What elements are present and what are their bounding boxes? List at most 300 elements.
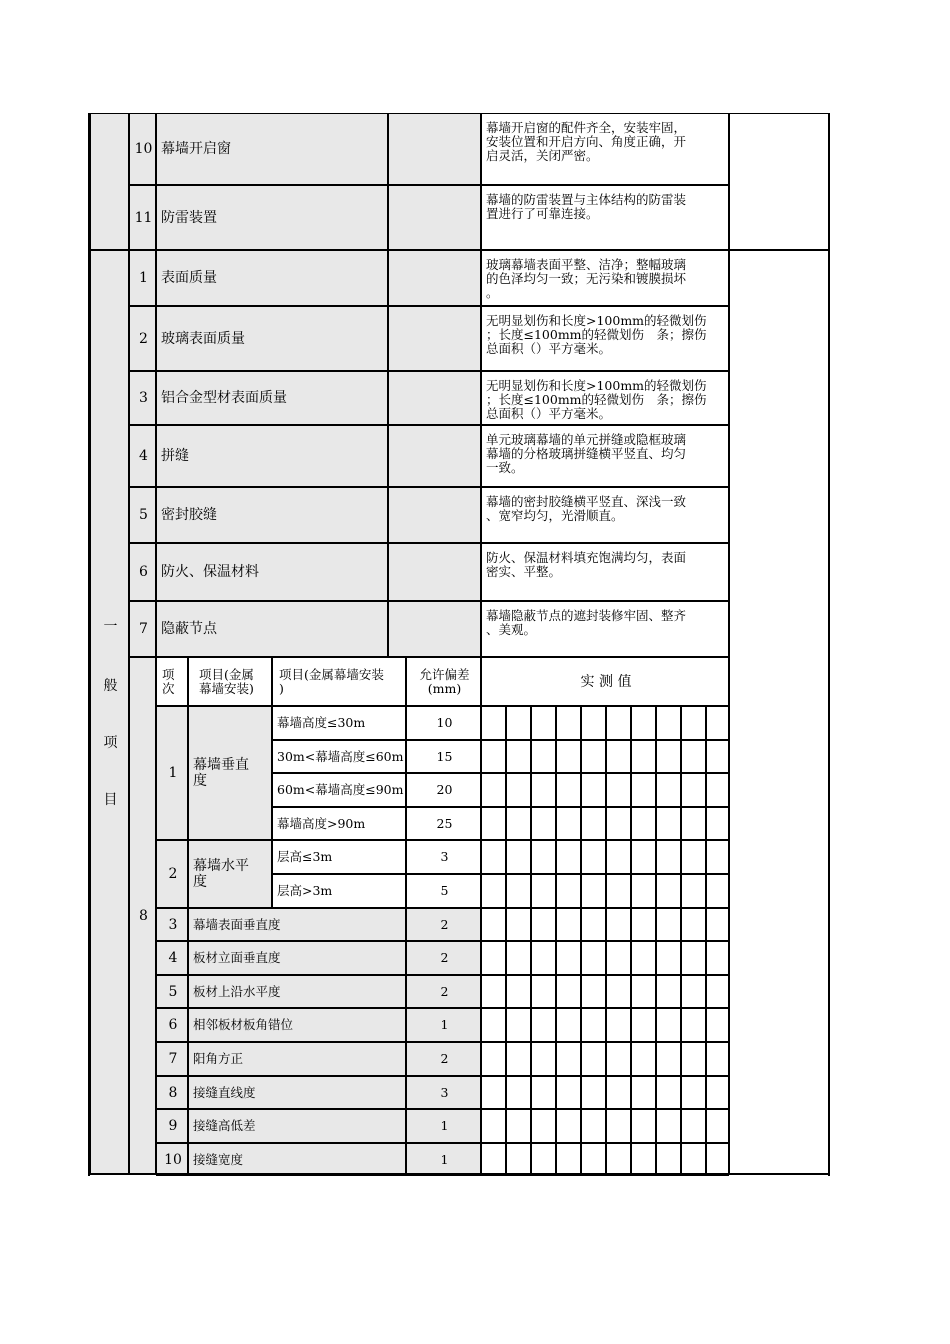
measure-cell (581, 975, 606, 1009)
row-number-cell (129, 487, 156, 543)
measure-cell (506, 706, 531, 740)
measure-cell (631, 706, 656, 740)
measure-cell (481, 941, 506, 975)
tolerance-seq: 3 (168, 916, 178, 933)
tolerance-seq-cell (156, 840, 188, 907)
tolerance-value: 2 (440, 916, 449, 932)
tolerance-seq: 1 (168, 765, 178, 781)
measure-cell (706, 1008, 729, 1042)
header-measured (481, 657, 729, 706)
tolerance-sub-label: 30m<幕墙高度≤60m (277, 748, 404, 764)
header-item1-text: 项目(金属 幕墙安装) (199, 667, 254, 696)
criteria-cell (481, 601, 729, 657)
item-name: 表面质量 (161, 270, 217, 286)
measure-cell (531, 941, 556, 975)
tolerance-name-cell (188, 1076, 406, 1110)
tolerance-seq-cell (156, 1008, 188, 1042)
criteria-text: 幕墙开启窗的配件齐全，安装牢固， 安装位置和开启方向、角度正确，开 启灵活，关闭严密。 (486, 120, 687, 163)
measure-cell (656, 975, 681, 1009)
measure-cell (506, 1143, 531, 1177)
tolerance-seq-cell (156, 1143, 188, 1177)
group-number-cell (129, 657, 156, 1174)
measure-cell (681, 941, 706, 975)
measure-cell (531, 1008, 556, 1042)
tolerance-seq-cell (156, 1076, 188, 1110)
measure-cell (481, 840, 506, 874)
measure-cell (581, 706, 606, 740)
measure-cell (556, 874, 581, 908)
measure-cell (581, 840, 606, 874)
measure-cell (706, 773, 729, 807)
tolerance-sub-label-cell (272, 874, 406, 908)
measure-cell (556, 706, 581, 740)
criteria-text: 幕墙的密封胶缝横平竖直、深浅一致 、宽窄均匀，光滑顺直。 (486, 494, 687, 523)
measure-cell (556, 840, 581, 874)
measure-cell (606, 840, 631, 874)
header-measured-text: 实 测 值 (580, 674, 632, 690)
tolerance-sub-label: 层高≤3m (277, 849, 333, 865)
item-name: 玻璃表面质量 (161, 331, 245, 347)
measure-cell (656, 807, 681, 841)
measure-cell (531, 1109, 556, 1143)
measure-cell (681, 1109, 706, 1143)
tolerance-value: 2 (440, 950, 449, 966)
item-cell (156, 425, 388, 487)
criteria-text: 无明显划伤和长度>100mm的轻微划伤 ；长度≤100mm的轻微划伤 条；擦伤 总面积（）平方毫米。 (486, 313, 707, 356)
measure-cell (531, 1042, 556, 1076)
tolerance-name: 幕墙表面垂直度 (193, 916, 281, 932)
measure-cell (481, 874, 506, 908)
tolerance-value-cell (406, 773, 481, 807)
tolerance-value: 1 (440, 1017, 449, 1033)
tolerance-value-cell (406, 807, 481, 841)
measure-cell (481, 1042, 506, 1076)
measure-cell (631, 1076, 656, 1110)
outer-border-left (88, 113, 90, 1176)
measure-cell (506, 908, 531, 942)
item-name: 防雷装置 (161, 210, 217, 226)
measure-cell (606, 941, 631, 975)
tolerance-sub-label-cell (272, 706, 406, 740)
tolerance-sub-label: 幕墙高度≤30m (277, 715, 366, 730)
tolerance-seq: 8 (168, 1084, 178, 1101)
tolerance-name-cell (188, 706, 272, 840)
measure-cell (681, 807, 706, 841)
measure-cell (706, 807, 729, 841)
measure-cell (506, 874, 531, 908)
measure-cell (706, 1109, 729, 1143)
row-number-cell (129, 543, 156, 601)
measure-cell (606, 807, 631, 841)
measure-cell (531, 807, 556, 841)
result-cell (388, 306, 481, 371)
measure-cell (656, 941, 681, 975)
measure-cell (581, 773, 606, 807)
row-number: 6 (139, 564, 148, 580)
measure-cell (481, 975, 506, 1009)
measure-cell (681, 740, 706, 774)
measure-cell (656, 1076, 681, 1110)
tolerance-sub-label-cell (272, 773, 406, 807)
criteria-cell (481, 185, 729, 250)
item-cell (156, 601, 388, 657)
measure-cell (706, 840, 729, 874)
tolerance-value: 2 (440, 983, 449, 999)
measure-cell (706, 874, 729, 908)
header-tolerance-text: 允许偏差 (mm) (419, 667, 470, 696)
measure-cell (656, 1008, 681, 1042)
measure-cell (681, 1042, 706, 1076)
tolerance-name: 幕墙垂直 度 (193, 757, 249, 789)
tolerance-value-cell (406, 706, 481, 740)
measure-cell (706, 975, 729, 1009)
measure-cell (656, 908, 681, 942)
criteria-cell (481, 113, 729, 185)
criteria-text: 无明显划伤和长度>100mm的轻微划伤 ；长度≤100mm的轻微划伤 条；擦伤 总面积（）平方毫米。 (486, 378, 707, 421)
measure-cell (631, 941, 656, 975)
header-seq-text: 项 次 (162, 667, 175, 696)
item-name: 防火、保温材料 (161, 564, 259, 580)
measure-cell (556, 807, 581, 841)
measure-cell (656, 1143, 681, 1177)
measure-cell (581, 874, 606, 908)
measure-cell (631, 908, 656, 942)
group-number: 8 (139, 908, 148, 924)
measure-cell (606, 1076, 631, 1110)
tolerance-seq: 6 (168, 1017, 178, 1034)
outer-border-bottom (88, 1173, 830, 1175)
tolerance-value-cell (406, 1109, 481, 1143)
measure-cell (481, 1109, 506, 1143)
header-item2-text: 项目(金属幕墙安装 ) (279, 667, 384, 696)
item-name: 密封胶缝 (161, 507, 217, 523)
measure-cell (681, 1008, 706, 1042)
measure-cell (506, 773, 531, 807)
measure-cell (656, 1042, 681, 1076)
criteria-cell (481, 250, 729, 306)
measure-cell (606, 740, 631, 774)
measure-cell (631, 740, 656, 774)
remark-cell (729, 113, 829, 250)
row-number: 4 (139, 448, 148, 464)
tolerance-name: 接缝直线度 (193, 1084, 256, 1100)
tolerance-seq: 2 (168, 866, 178, 883)
row-number: 1 (139, 270, 148, 286)
measure-cell (506, 840, 531, 874)
measure-cell (506, 975, 531, 1009)
item-cell (156, 250, 388, 306)
measure-cell (581, 908, 606, 942)
criteria-text: 单元玻璃幕墙的单元拼缝或隐框玻璃 幕墙的分格玻璃拼缝横平竖直、均匀 一致。 (486, 432, 687, 475)
tolerance-sub-label: 层高>3m (277, 883, 333, 898)
measure-cell (681, 908, 706, 942)
tolerance-name: 幕墙水平 度 (193, 858, 249, 891)
tolerance-value-cell (406, 840, 481, 874)
tolerance-name: 相邻板材板角错位 (193, 1017, 294, 1033)
tolerance-value: 20 (436, 782, 453, 798)
measure-cell (556, 975, 581, 1009)
measure-cell (556, 740, 581, 774)
measure-cell (506, 941, 531, 975)
measure-cell (706, 1143, 729, 1177)
remark-cell (729, 250, 829, 1174)
result-cell (388, 601, 481, 657)
criteria-cell (481, 487, 729, 543)
measure-cell (606, 908, 631, 942)
measure-cell (706, 908, 729, 942)
measure-cell (581, 1008, 606, 1042)
tolerance-value-cell (406, 1076, 481, 1110)
item-cell (156, 185, 388, 250)
measure-cell (656, 773, 681, 807)
tolerance-value: 3 (440, 849, 449, 865)
criteria-text: 防火、保温材料填充饱满均匀，表面 密实、平整。 (486, 550, 687, 579)
tolerance-value: 5 (440, 883, 449, 898)
item-cell (156, 543, 388, 601)
measure-cell (556, 1109, 581, 1143)
measure-cell (631, 1143, 656, 1177)
criteria-cell (481, 543, 729, 601)
measure-cell (706, 1076, 729, 1110)
result-cell (388, 487, 481, 543)
measure-cell (656, 740, 681, 774)
tolerance-value: 1 (440, 1118, 449, 1134)
measure-cell (481, 807, 506, 841)
measure-cell (631, 840, 656, 874)
measure-cell (531, 1076, 556, 1110)
measure-cell (606, 975, 631, 1009)
measure-cell (681, 1143, 706, 1177)
tolerance-sub-label-cell (272, 840, 406, 874)
measure-cell (581, 1076, 606, 1110)
measure-cell (556, 1042, 581, 1076)
measure-cell (606, 874, 631, 908)
measure-cell (506, 1042, 531, 1076)
tolerance-name: 板材立面垂直度 (193, 950, 281, 966)
measure-cell (531, 1143, 556, 1177)
row-number: 10 (134, 141, 153, 157)
result-cell (388, 250, 481, 306)
result-cell (388, 543, 481, 601)
tolerance-value: 15 (436, 748, 453, 764)
tolerance-seq-cell (156, 1042, 188, 1076)
measure-cell (531, 773, 556, 807)
measure-cell (556, 1076, 581, 1110)
item-cell (156, 371, 388, 425)
measure-cell (556, 908, 581, 942)
criteria-cell (481, 371, 729, 425)
measure-cell (481, 1008, 506, 1042)
row-number: 11 (134, 210, 153, 226)
tolerance-name: 接缝宽度 (193, 1151, 244, 1167)
outer-border-right (828, 113, 830, 1176)
row-number: 3 (139, 390, 148, 406)
measure-cell (481, 1076, 506, 1110)
section-label-char: 项 (103, 735, 118, 751)
tolerance-seq-cell (156, 1109, 188, 1143)
item-name: 幕墙开启窗 (161, 141, 231, 157)
tolerance-name-cell (188, 975, 406, 1009)
section-label-char: 目 (103, 792, 118, 808)
result-cell (388, 185, 481, 250)
measure-cell (556, 941, 581, 975)
header-item1 (188, 657, 272, 706)
item-name: 铝合金型材表面质量 (161, 390, 287, 406)
measure-cell (556, 773, 581, 807)
item-cell (156, 113, 388, 185)
tolerance-value: 10 (436, 715, 453, 730)
measure-cell (556, 1008, 581, 1042)
measure-cell (681, 1076, 706, 1110)
criteria-text: 玻璃幕墙表面平整、洁净；整幅玻璃 的色泽均匀一致；无污染和镀膜损坏 。 (486, 257, 687, 300)
tolerance-sub-label-cell (272, 807, 406, 841)
header-tolerance (406, 657, 481, 706)
tolerance-name-cell (188, 840, 272, 907)
measure-cell (531, 840, 556, 874)
section-label-char: 一 (103, 619, 118, 635)
measure-cell (606, 773, 631, 807)
measure-cell (506, 740, 531, 774)
measure-cell (631, 975, 656, 1009)
tolerance-value-cell (406, 941, 481, 975)
item-cell (156, 487, 388, 543)
measure-cell (581, 740, 606, 774)
measure-cell (706, 740, 729, 774)
measure-cell (706, 706, 729, 740)
measure-cell (681, 975, 706, 1009)
row-number-cell (129, 113, 156, 185)
measure-cell (581, 1109, 606, 1143)
measure-cell (581, 941, 606, 975)
row-number: 5 (139, 507, 148, 523)
tolerance-seq-cell (156, 706, 188, 840)
measure-cell (631, 773, 656, 807)
result-cell (388, 371, 481, 425)
tolerance-value-cell (406, 740, 481, 774)
measure-cell (631, 1042, 656, 1076)
tolerance-seq-cell (156, 975, 188, 1009)
measure-cell (681, 874, 706, 908)
tolerance-name-cell (188, 1143, 406, 1177)
measure-cell (531, 874, 556, 908)
tolerance-seq: 4 (168, 950, 178, 967)
measure-cell (531, 908, 556, 942)
measure-cell (606, 1109, 631, 1143)
measure-cell (531, 975, 556, 1009)
measure-cell (506, 807, 531, 841)
measure-cell (606, 1042, 631, 1076)
criteria-text: 幕墙隐蔽节点的遮封装修牢固、整齐 、美观。 (486, 608, 687, 637)
tolerance-value: 2 (440, 1051, 449, 1066)
tolerance-name-cell (188, 941, 406, 975)
tolerance-seq: 7 (168, 1051, 178, 1067)
item-name: 隐蔽节点 (161, 621, 217, 637)
row-number-cell (129, 306, 156, 371)
tolerance-name: 接缝高低差 (193, 1118, 256, 1134)
measure-cell (631, 874, 656, 908)
header-item2 (272, 657, 406, 706)
row-number-cell (129, 371, 156, 425)
measure-cell (581, 1042, 606, 1076)
row-number: 7 (139, 621, 148, 637)
row-number-cell (129, 425, 156, 487)
tolerance-value-cell (406, 1143, 481, 1177)
criteria-text: 幕墙的防雷装置与主体结构的防雷装 置进行了可靠连接。 (486, 192, 687, 221)
item-name: 拼缝 (161, 448, 189, 464)
tolerance-name-cell (188, 908, 406, 942)
tolerance-name-cell (188, 1109, 406, 1143)
section-label-char: 般 (103, 678, 118, 694)
measure-cell (656, 874, 681, 908)
measure-cell (606, 1008, 631, 1042)
measure-cell (631, 1109, 656, 1143)
measure-cell (681, 840, 706, 874)
measure-cell (531, 740, 556, 774)
measure-cell (481, 740, 506, 774)
tolerance-sub-label: 60m<幕墙高度≤90m (277, 782, 404, 798)
tolerance-name: 阳角方正 (193, 1051, 244, 1066)
measure-cell (481, 773, 506, 807)
result-cell (388, 113, 481, 185)
measure-cell (531, 706, 556, 740)
measure-cell (681, 773, 706, 807)
measure-cell (606, 706, 631, 740)
tolerance-sub-label-cell (272, 740, 406, 774)
section-cell-main (90, 113, 129, 250)
tolerance-name-cell (188, 1008, 406, 1042)
tolerance-value: 3 (440, 1084, 449, 1100)
result-cell (388, 425, 481, 487)
tolerance-sub-label: 幕墙高度>90m (277, 815, 366, 831)
measure-cell (656, 840, 681, 874)
tolerance-value: 1 (440, 1151, 449, 1167)
tolerance-seq-cell (156, 908, 188, 942)
section-general-items (90, 250, 129, 1174)
tolerance-value-cell (406, 908, 481, 942)
item-cell (156, 306, 388, 371)
row-number: 2 (139, 331, 148, 347)
measure-cell (481, 706, 506, 740)
measure-cell (706, 941, 729, 975)
tolerance-seq: 5 (168, 983, 178, 1000)
header-seq (156, 657, 188, 706)
measure-cell (556, 1143, 581, 1177)
measure-cell (481, 1143, 506, 1177)
row-number-cell (129, 185, 156, 250)
measure-cell (656, 1109, 681, 1143)
tolerance-seq-cell (156, 941, 188, 975)
tolerance-seq: 10 (164, 1151, 182, 1168)
tolerance-seq: 9 (168, 1118, 178, 1135)
measure-cell (506, 1076, 531, 1110)
tolerance-value-cell (406, 975, 481, 1009)
measure-cell (481, 908, 506, 942)
measure-cell (681, 706, 706, 740)
measure-cell (506, 1008, 531, 1042)
measure-cell (606, 1143, 631, 1177)
row-number-cell (129, 601, 156, 657)
measure-cell (706, 1042, 729, 1076)
measure-cell (581, 807, 606, 841)
tolerance-name-cell (188, 1042, 406, 1076)
tolerance-value-cell (406, 1042, 481, 1076)
tolerance-value-cell (406, 874, 481, 908)
row-number-cell (129, 250, 156, 306)
tolerance-name: 板材上沿水平度 (193, 983, 281, 999)
measure-cell (506, 1109, 531, 1143)
tolerance-value: 25 (436, 815, 453, 831)
criteria-cell (481, 425, 729, 487)
